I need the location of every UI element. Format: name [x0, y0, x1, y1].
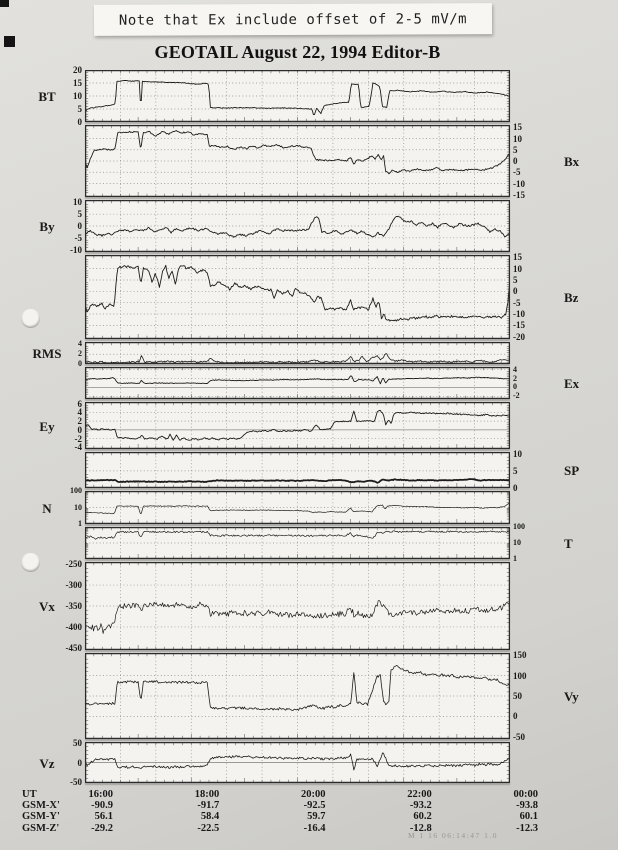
- ytick-t: 10: [513, 538, 521, 547]
- plot-ex: [85, 367, 510, 399]
- ytick-bz: 0: [513, 286, 518, 297]
- plot-vx: [85, 562, 510, 650]
- ytick-vx: -450: [65, 642, 82, 653]
- ytick-vx: -400: [65, 621, 82, 632]
- ytick-n: 10: [74, 502, 82, 512]
- ytick-rms: 4: [78, 339, 82, 349]
- ytick-ex: -2: [513, 391, 520, 401]
- ytick-n: 100: [70, 486, 82, 495]
- cell-gsmx-0: -90.9: [91, 800, 113, 812]
- ytick-vz: 50: [73, 737, 82, 748]
- ytick-bx: -15: [513, 189, 525, 200]
- ytick-ex: 0: [513, 382, 517, 392]
- cell-gsmy-0: 56.1: [94, 811, 113, 823]
- cell-ut-3: 22:00: [407, 789, 432, 800]
- plot-vy: [85, 653, 510, 739]
- punch-hole-top: [21, 309, 40, 328]
- ytick-ey: 2: [77, 416, 82, 427]
- panel-label-n: N: [42, 500, 52, 516]
- note-strip: [94, 3, 492, 36]
- ytick-vy: -50: [513, 731, 525, 742]
- ytick-sp: 0: [513, 483, 518, 493]
- ytick-t: 1: [513, 554, 517, 563]
- ytick-bx: 5: [513, 144, 518, 155]
- panel-ey: [0, 398, 618, 453]
- panel-ex: [0, 364, 618, 401]
- plot-t: [85, 527, 510, 559]
- plot-n: [85, 491, 510, 524]
- ytick-bz: -5: [513, 297, 521, 308]
- ytick-rms: 2: [78, 349, 82, 359]
- cell-gsmy-3: 60.2: [413, 811, 432, 823]
- plot-bt: [85, 70, 510, 122]
- ytick-vy: 50: [513, 691, 522, 701]
- ytick-vx: -250: [65, 559, 82, 570]
- panel-label-vy: Vy: [564, 689, 579, 704]
- panel-label-ey: Ey: [39, 418, 55, 434]
- ytick-ey: 0: [77, 424, 82, 435]
- plot-by: [85, 200, 510, 252]
- ytick-ex: 2: [513, 373, 517, 383]
- cell-gsmz-4: -12.3: [516, 822, 538, 834]
- ytick-bz: 15: [513, 252, 522, 263]
- ytick-ey: -2: [74, 433, 82, 444]
- cell-ut-2: 20:00: [301, 789, 326, 800]
- row-label-gsmz: GSM-Z': [22, 822, 60, 834]
- panel-label-t: T: [564, 536, 573, 551]
- panel-t: [0, 522, 618, 563]
- page-title: GEOTAIL August 22, 1994 Editor-B: [154, 42, 441, 62]
- registration-square: [4, 36, 15, 47]
- row-label-gsmy: GSM-Y': [22, 811, 60, 823]
- plot-vz: [85, 742, 510, 783]
- ytick-t: 100: [513, 522, 525, 531]
- panel-label-by: By: [39, 219, 55, 234]
- ytick-sp: 10: [513, 448, 522, 459]
- ytick-by: 5: [77, 209, 82, 220]
- panel-label-bt: BT: [38, 89, 56, 104]
- punch-hole-bottom: [21, 553, 40, 572]
- ytick-by: -5: [74, 232, 82, 243]
- ytick-bt: 0: [77, 117, 82, 127]
- ytick-bx: 10: [513, 133, 522, 144]
- cell-ut-1: 18:00: [194, 789, 220, 800]
- ytick-bz: -20: [513, 331, 525, 342]
- ytick-bx: 15: [513, 122, 522, 133]
- plot-bz: [85, 255, 510, 339]
- panel-rms: [0, 339, 618, 368]
- panel-label-sp: SP: [564, 463, 580, 478]
- cell-gsmy-2: 59.7: [307, 811, 326, 823]
- ytick-bx: -5: [513, 167, 521, 178]
- ytick-bz: -10: [513, 309, 525, 320]
- ytick-sp: 5: [513, 465, 518, 476]
- ytick-by: 0: [77, 221, 82, 231]
- cell-gsmx-1: -91.7: [197, 800, 220, 812]
- row-label-gsmx: GSM-X': [22, 800, 60, 812]
- cell-gsmx-3: -93.2: [409, 800, 432, 812]
- panel-label-rms: RMS: [32, 346, 62, 361]
- panel-by: [0, 197, 618, 255]
- cell-gsmx-4: -93.8: [516, 800, 538, 812]
- ytick-bx: 0: [513, 156, 518, 166]
- ytick-vy: 150: [513, 650, 527, 661]
- ytick-ey: 4: [77, 407, 82, 418]
- ytick-vx: -300: [65, 580, 82, 591]
- ytick-vz: 0: [77, 757, 82, 768]
- panel-n: [0, 486, 618, 528]
- ytick-bt: 5: [77, 104, 82, 114]
- ytick-vy: 100: [513, 670, 527, 681]
- plot-rms: [85, 342, 510, 364]
- ytick-by: 10: [73, 197, 82, 208]
- ytick-rms: 0: [78, 359, 82, 368]
- panel-bz: [0, 252, 618, 342]
- footer-print-note: M 1 16 06:14:47 1.0: [408, 831, 498, 840]
- panel-label-vz: Vz: [39, 755, 55, 771]
- cell-gsmy-1: 58.4: [200, 811, 220, 823]
- ytick-bx: -10: [513, 178, 525, 189]
- ytick-vy: 0: [513, 711, 518, 722]
- cell-gsmz-3: -12.8: [409, 822, 432, 834]
- cell-gsmy-4: 60.1: [519, 811, 538, 823]
- ytick-vx: -350: [65, 601, 82, 611]
- cell-gsmx-2: -92.5: [303, 800, 326, 812]
- ytick-n: 1: [78, 519, 82, 528]
- ytick-by: -10: [70, 244, 82, 255]
- panel-label-bx: Bx: [564, 154, 580, 169]
- ytick-bz: 5: [513, 274, 518, 285]
- cell-ut-4: 00:00: [513, 789, 538, 800]
- ytick-bt: 10: [73, 91, 82, 101]
- ytick-bt: 20: [73, 65, 82, 75]
- scan-corner-mark: [0, 0, 9, 7]
- ytick-bt: 15: [73, 78, 82, 88]
- plot-bx: [85, 125, 510, 197]
- ytick-ex: 4: [513, 364, 517, 374]
- panel-label-ex: Ex: [564, 376, 580, 391]
- panel-bx: [0, 122, 618, 200]
- plot-sp: [85, 452, 510, 488]
- ytick-vz: -50: [70, 777, 82, 788]
- panel-vx: [0, 559, 618, 653]
- cell-ut-0: 16:00: [88, 789, 113, 800]
- panel-bt: [0, 65, 618, 127]
- cell-gsmz-1: -22.5: [197, 822, 220, 834]
- note-text: Note that Ex include offset of 2-5 mV/m: [118, 10, 468, 29]
- ytick-bz: -15: [513, 320, 525, 331]
- ytick-bz: 10: [513, 263, 522, 274]
- ytick-ey: -4: [74, 442, 82, 453]
- row-label-ut: UT: [22, 789, 37, 800]
- ytick-ey: 6: [77, 398, 82, 409]
- panel-vz: [0, 737, 618, 788]
- panel-label-bz: Bz: [564, 290, 579, 305]
- panel-vy: [0, 650, 618, 742]
- cell-gsmz-2: -16.4: [303, 822, 326, 834]
- plot-ey: [85, 402, 510, 449]
- cell-gsmz-0: -29.2: [91, 822, 113, 834]
- panel-label-vx: Vx: [39, 599, 55, 614]
